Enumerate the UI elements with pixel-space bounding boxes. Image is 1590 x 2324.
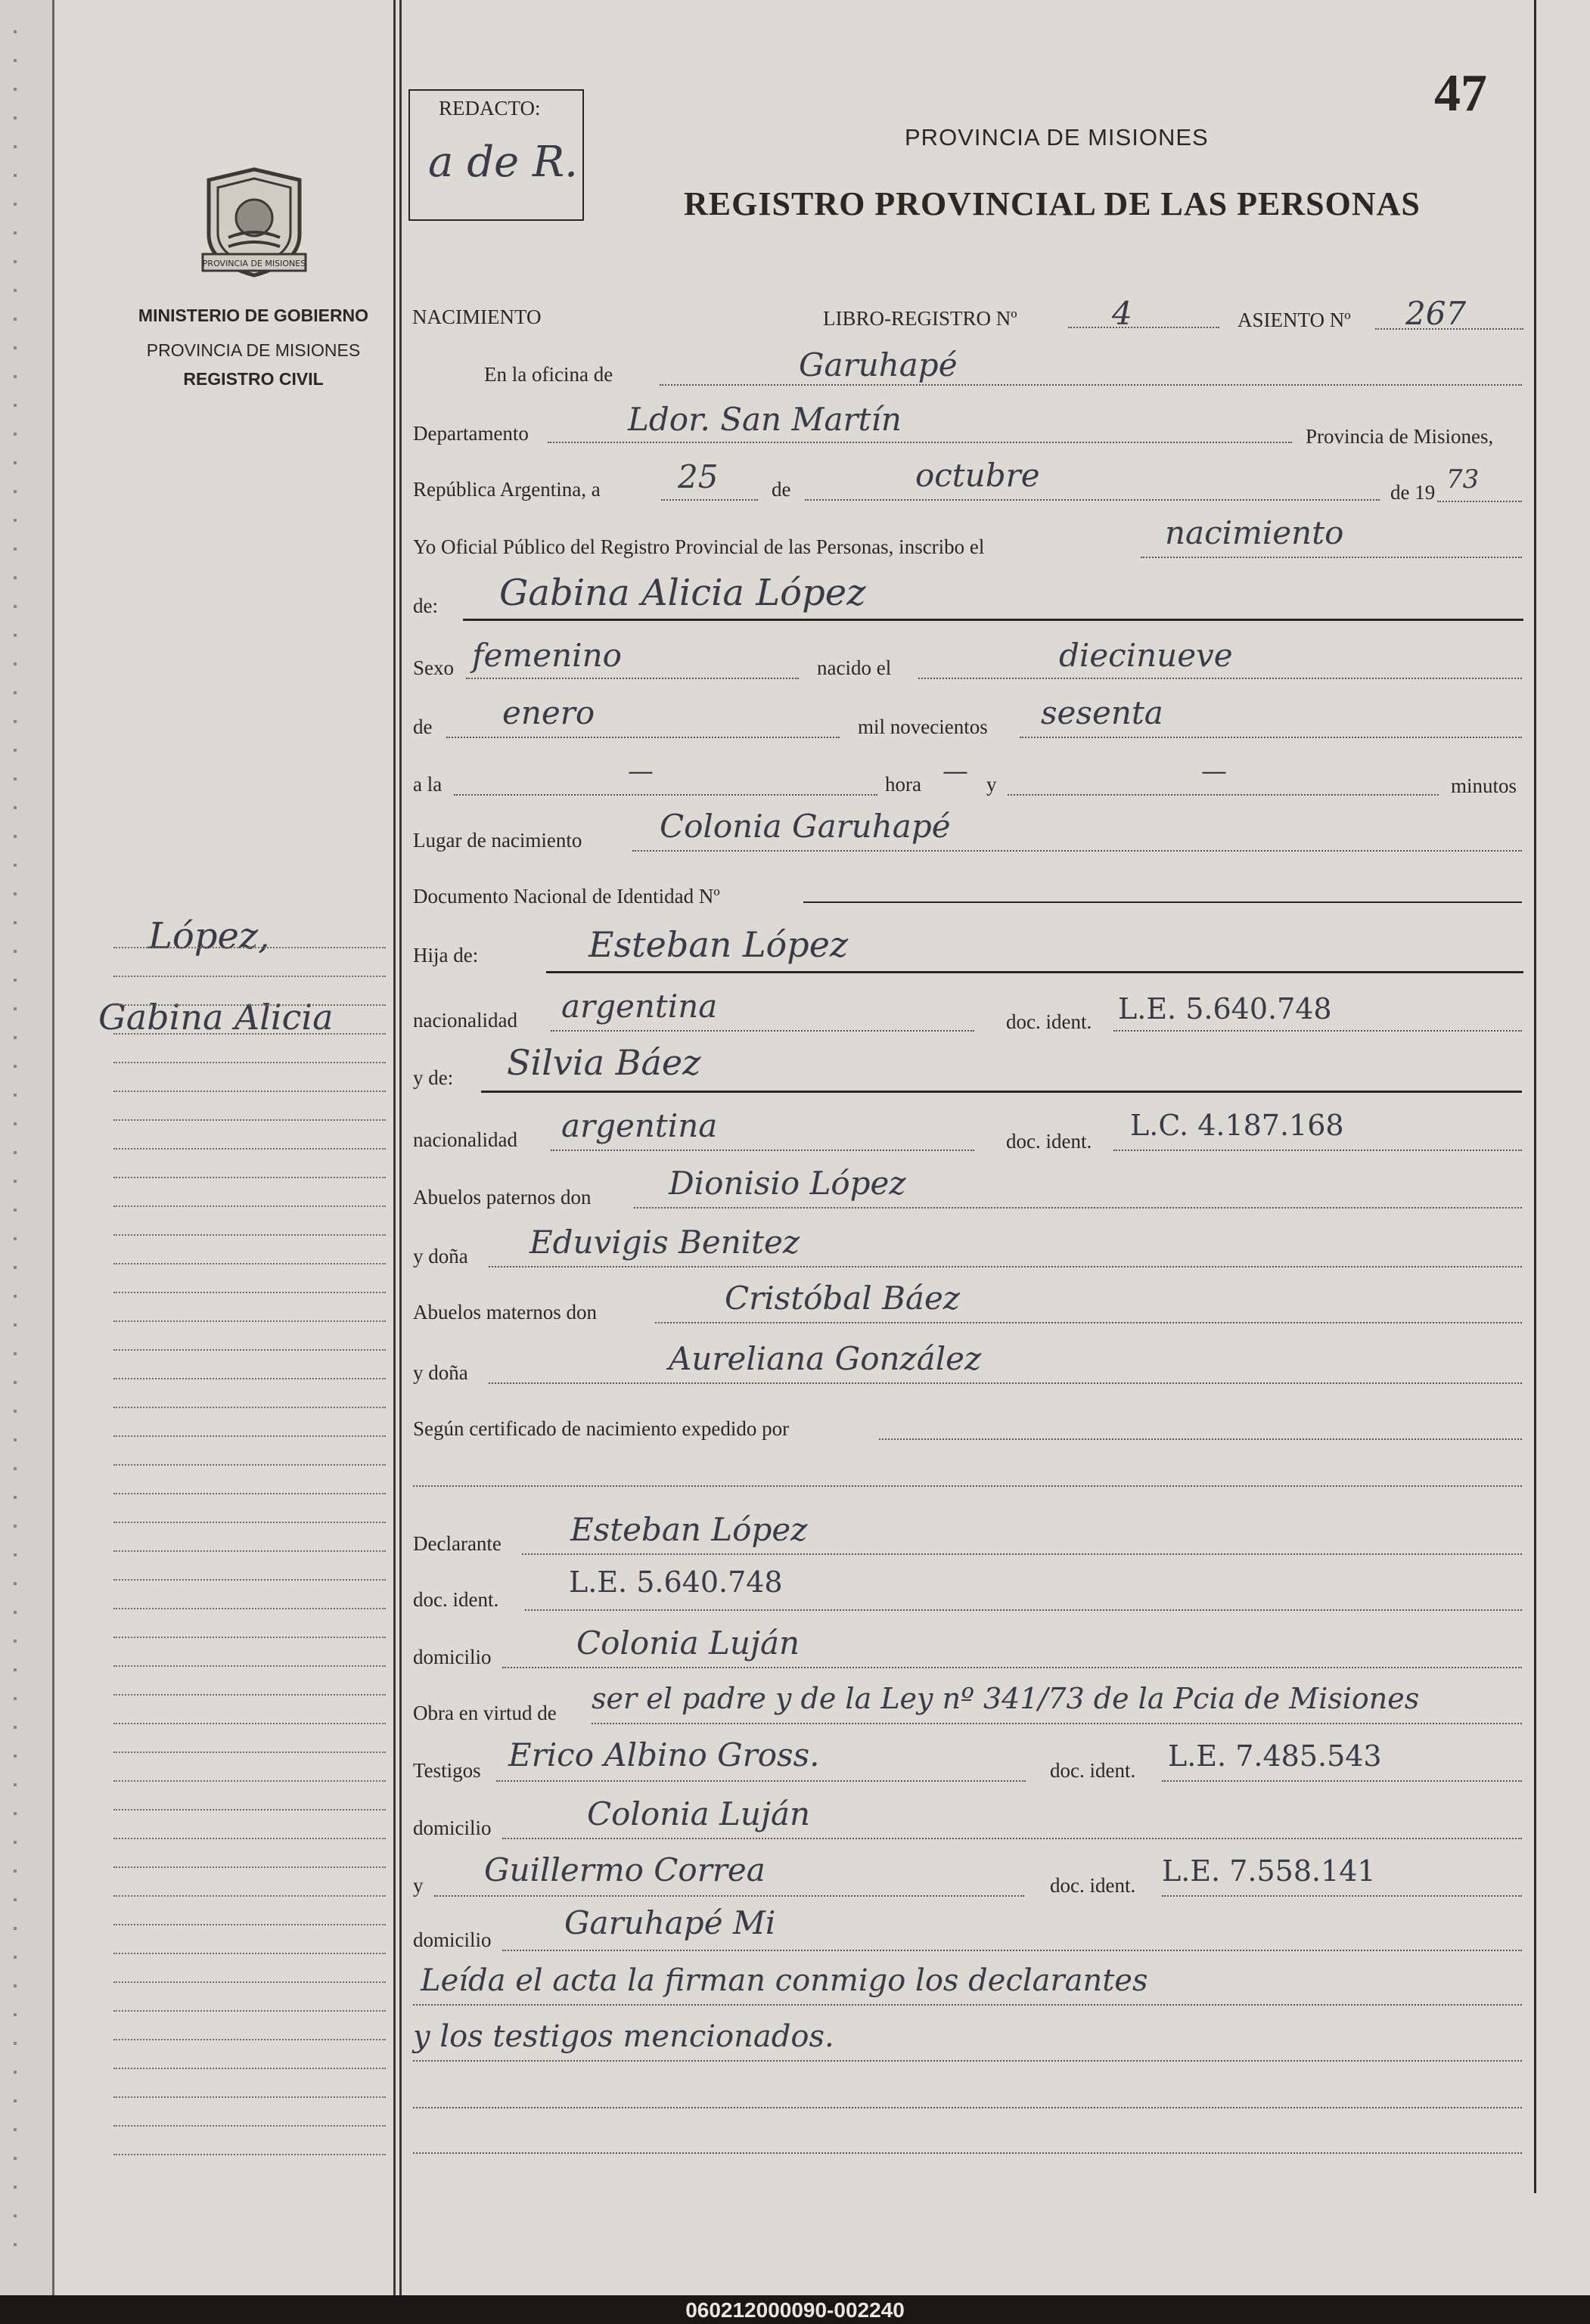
margin-rule xyxy=(113,1924,386,1925)
binding-dot xyxy=(14,88,17,91)
binding-dot xyxy=(14,1869,17,1873)
binding-dot xyxy=(14,1812,17,1815)
binding-dot xyxy=(14,2243,17,2246)
binding-dot xyxy=(14,1927,17,1930)
anio-nac-value: sesenta xyxy=(1041,694,1163,731)
binding-dot xyxy=(14,231,17,234)
testigo2-dom-label: domicilio xyxy=(413,1928,492,1951)
testigo2-y-label: y xyxy=(413,1874,424,1897)
anio-label: de 19 xyxy=(1390,481,1436,504)
oficina-label: En la oficina de xyxy=(484,363,613,386)
testigo2-doc-value: L.E. 7.558.141 xyxy=(1162,1854,1376,1888)
binding-dot xyxy=(14,1496,17,1499)
binding-dot xyxy=(14,576,17,579)
nacido-value: diecinueve xyxy=(1059,637,1233,674)
margin-rule xyxy=(113,1205,386,1207)
sexo-label: Sexo xyxy=(413,656,454,679)
nacido-label: nacido el xyxy=(817,656,892,679)
de2-label: de: xyxy=(413,594,438,617)
libro-value: 4 xyxy=(1112,295,1132,332)
binding-dot xyxy=(14,346,17,349)
margin-rule xyxy=(113,1608,386,1609)
margin-rule xyxy=(113,1234,386,1236)
binding-dot xyxy=(14,59,17,62)
ala-value: — xyxy=(628,756,654,787)
redacto-value: a de R. xyxy=(428,138,578,187)
binding-dot xyxy=(14,1956,17,1959)
margin-rule xyxy=(113,1579,386,1581)
binding-dot xyxy=(14,1697,17,1700)
libro-label: LIBRO-REGISTRO Nº xyxy=(823,307,1017,330)
margin-rule xyxy=(113,1378,386,1379)
binding-dot xyxy=(14,519,17,522)
margin-rule xyxy=(113,1522,386,1523)
binding-dot xyxy=(14,2186,17,2189)
dni-label: Documento Nacional de Identidad Nº xyxy=(413,885,720,908)
binding-dot xyxy=(14,404,17,407)
margin-rule xyxy=(113,1320,386,1322)
margin-rule xyxy=(113,1780,386,1782)
binding-dot xyxy=(14,662,17,666)
sexo-value: femenino xyxy=(472,637,622,674)
binding-dot xyxy=(14,749,17,752)
binding-dot xyxy=(14,174,17,177)
ministry-line2: PROVINCIA DE MISIONES xyxy=(146,340,361,360)
binding-dot xyxy=(14,30,17,33)
binding-dot xyxy=(14,921,17,924)
right-border xyxy=(1534,0,1536,2193)
abpat-value: Dionisio López xyxy=(669,1165,906,1202)
padre-doc-value: L.E. 5.640.748 xyxy=(1118,992,1332,1025)
testigo1-doc-label: doc. ident. xyxy=(1050,1759,1136,1782)
binding-dot xyxy=(14,2071,17,2074)
madre-doc-label: doc. ident. xyxy=(1006,1130,1092,1153)
binding-dot xyxy=(14,116,17,119)
margin-rule xyxy=(113,1407,386,1408)
binding-dot xyxy=(14,2042,17,2045)
margin-rule xyxy=(113,1148,386,1150)
binding-dot xyxy=(14,2128,17,2131)
declarante-value: Esteban López xyxy=(570,1511,808,1548)
ala-label: a la xyxy=(413,773,443,796)
footer-code: 060212000090-002240 xyxy=(685,2298,905,2322)
abmat-value: Cristóbal Báez xyxy=(725,1280,960,1317)
yo-label: Yo Oficial Público del Registro Provincial de las Personas, inscribo el xyxy=(413,535,985,558)
redacto-box xyxy=(408,89,584,221)
testigos-label: Testigos xyxy=(413,1759,481,1782)
binding-dot xyxy=(14,2013,17,2016)
minutos-label: minutos xyxy=(1451,774,1517,797)
binding-dot xyxy=(14,864,17,867)
margin-rule xyxy=(113,1033,386,1035)
margin-rule xyxy=(113,1493,386,1494)
obra-value: ser el padre y de la Ley nº 341/73 de la Pcia de Misiones xyxy=(592,1682,1420,1715)
decl-doc-value: L.E. 5.640.748 xyxy=(569,1565,783,1599)
margin-rule xyxy=(113,1349,386,1351)
binding-dot xyxy=(14,1438,17,1441)
testigo1-dom-label: domicilio xyxy=(413,1817,492,1839)
record-type: NACIMIENTO xyxy=(412,306,542,328)
binding-dot xyxy=(14,1611,17,1614)
testigo2-dom-value: Garuhapé Mi xyxy=(564,1904,776,1941)
margin-rule xyxy=(113,1953,386,1954)
margin-rule xyxy=(113,1119,386,1121)
binding-dot xyxy=(14,1180,17,1183)
binding-dot xyxy=(14,634,17,637)
padre-doc-label: doc. ident. xyxy=(1006,1010,1092,1033)
leida-line2: y los testigos mencionados. xyxy=(413,2019,834,2054)
padre-nac-label: nacionalidad xyxy=(413,1009,517,1032)
binding-dot xyxy=(14,777,17,780)
margin-rule xyxy=(113,1694,386,1696)
margin-given-names: Gabina Alicia xyxy=(98,997,334,1038)
binding-dot xyxy=(14,1237,17,1240)
madre-value: Silvia Báez xyxy=(507,1042,701,1083)
margin-rule xyxy=(113,1062,386,1063)
binding-dot xyxy=(14,1984,17,1987)
margin-rule xyxy=(113,1550,386,1552)
de-label: de xyxy=(772,478,791,501)
binding-dot xyxy=(14,1841,17,1844)
binding-dot xyxy=(14,1094,17,1097)
testigo1-doc-value: L.E. 7.485.543 xyxy=(1168,1739,1382,1773)
binding-dot xyxy=(14,720,17,723)
binding-dot xyxy=(14,1668,17,1671)
asiento-value: 267 xyxy=(1405,295,1467,332)
binding-strip xyxy=(0,0,54,2295)
testigo1-dom-value: Colonia Luján xyxy=(587,1795,811,1832)
binding-dot xyxy=(14,1410,17,1413)
margin-surname: López, xyxy=(148,915,270,957)
abmat-dona-value: Aureliana González xyxy=(669,1340,982,1377)
hija-label: Hija de: xyxy=(413,944,479,967)
binding-dot xyxy=(14,2157,17,2160)
hora-value: — xyxy=(943,756,968,787)
page-number: 47 xyxy=(1434,64,1487,123)
padre-nac-value: argentina xyxy=(561,988,718,1025)
binding-dot xyxy=(14,691,17,694)
mes-value: octubre xyxy=(915,457,1040,494)
departamento-label: Departamento xyxy=(413,422,529,445)
binding-dot xyxy=(14,1726,17,1729)
seal-text: PROVINCIA DE MISIONES xyxy=(202,259,306,268)
binding-dot xyxy=(14,1783,17,1786)
margin-rule xyxy=(113,2096,386,2098)
abpat-dona-label: y doña xyxy=(413,1245,468,1267)
margin-rule xyxy=(113,1177,386,1178)
dia-value: 25 xyxy=(678,458,719,495)
margin-rule xyxy=(113,1091,386,1092)
binding-dot xyxy=(14,835,17,838)
column-divider-inner xyxy=(399,0,402,2295)
binding-dot xyxy=(14,1151,17,1154)
asiento-label: ASIENTO Nº xyxy=(1238,309,1351,331)
binding-dot xyxy=(14,1065,17,1068)
binding-dot xyxy=(14,375,17,378)
binding-dot xyxy=(14,490,17,493)
binding-dot xyxy=(14,1209,17,1212)
testigo2-doc-label: doc. ident. xyxy=(1050,1874,1136,1897)
testigo2-value: Guillermo Correa xyxy=(484,1851,765,1888)
redacto-label: REDACTO: xyxy=(439,97,541,119)
provincial-seal xyxy=(198,165,310,278)
margin-rule xyxy=(113,2125,386,2127)
madre-nac-value: argentina xyxy=(561,1107,718,1144)
header-title: REGISTRO PROVINCIAL DE LAS PERSONAS xyxy=(684,185,1421,222)
binding-dot xyxy=(14,1352,17,1355)
margin-rule xyxy=(113,1637,386,1638)
mil-label: mil novecientos xyxy=(858,715,988,738)
margin-rule xyxy=(113,1838,386,1839)
obra-label: Obra en virtud de xyxy=(413,1702,557,1724)
binding-dot xyxy=(14,1467,17,1470)
margin-rule xyxy=(113,2068,386,2069)
decl-doc-label: doc. ident. xyxy=(413,1588,499,1611)
margin-rule xyxy=(113,1981,386,1983)
margin-rule xyxy=(113,1263,386,1264)
margin-rule xyxy=(113,2010,386,2012)
testigo1-value: Erico Albino Gross. xyxy=(508,1736,820,1773)
margin-rule xyxy=(113,1435,386,1437)
margin-rule xyxy=(113,2154,386,2155)
y-label: y xyxy=(986,773,997,796)
yde-label: y de: xyxy=(413,1066,454,1089)
binding-dot xyxy=(14,433,17,436)
binding-dot xyxy=(14,2099,17,2102)
margin-rule xyxy=(113,947,386,948)
binding-dot xyxy=(14,892,17,895)
lugar-label: Lugar de nacimiento xyxy=(413,829,582,852)
hora-label: hora xyxy=(885,773,921,796)
nombre-value: Gabina Alicia López xyxy=(499,572,866,614)
abmat-dona-label: y doña xyxy=(413,1361,468,1384)
margin-rule xyxy=(113,1895,386,1897)
binding-dot xyxy=(14,1122,17,1125)
header-province: PROVINCIA DE MISIONES xyxy=(905,124,1209,150)
margin-rule xyxy=(113,1866,386,1868)
abpat-label: Abuelos paternos don xyxy=(413,1186,592,1209)
margin-rule xyxy=(113,1665,386,1667)
binding-dot xyxy=(14,1266,17,1269)
lugar-value: Colonia Garuhapé xyxy=(660,808,951,845)
padre-value: Esteban López xyxy=(588,924,849,965)
abpat-dona-value: Eduvigis Benitez xyxy=(529,1224,800,1261)
binding-dot xyxy=(14,1640,17,1643)
minutos-value: — xyxy=(1201,756,1227,787)
margin-rule xyxy=(113,1292,386,1293)
margin-rule xyxy=(113,2039,386,2040)
binding-dot xyxy=(14,605,17,608)
binding-dot xyxy=(14,1898,17,1901)
column-divider xyxy=(393,0,396,2295)
declarante-label: Declarante xyxy=(413,1532,502,1555)
binding-dot xyxy=(14,1553,17,1556)
binding-dot xyxy=(14,1295,17,1298)
binding-dot xyxy=(14,806,17,809)
ministry-line1: MINISTERIO DE GOBIERNO xyxy=(138,306,369,325)
departamento-value: Ldor. San Martín xyxy=(628,401,902,438)
binding-dot xyxy=(14,1582,17,1585)
leida-line1: Leída el acta la firman conmigo los declarantes xyxy=(421,1963,1148,1998)
binding-dot xyxy=(14,260,17,263)
decl-dom-label: domicilio xyxy=(413,1646,492,1668)
binding-dot xyxy=(14,289,17,292)
madre-doc-value: L.C. 4.187.168 xyxy=(1130,1109,1344,1142)
binding-dot xyxy=(14,1323,17,1326)
binding-dot xyxy=(14,145,17,148)
abmat-label: Abuelos maternos don xyxy=(413,1301,597,1323)
binding-dot xyxy=(14,318,17,321)
decl-dom-value: Colonia Luján xyxy=(576,1624,800,1662)
binding-dot xyxy=(14,950,17,953)
oficina-value: Garuhapé xyxy=(799,346,958,383)
republica-label: República Argentina, a xyxy=(413,478,601,501)
binding-dot xyxy=(14,461,17,464)
madre-nac-label: nacionalidad xyxy=(413,1128,517,1151)
yo-value: nacimiento xyxy=(1165,514,1344,551)
binding-dot xyxy=(14,2214,17,2217)
binding-dot xyxy=(14,979,17,982)
de3-label: de xyxy=(413,715,433,738)
mes-nac-value: enero xyxy=(502,694,595,731)
anio-value: 73 xyxy=(1446,464,1480,495)
margin-rule xyxy=(113,976,386,977)
binding-dot xyxy=(14,203,17,206)
margin-rule xyxy=(113,1809,386,1810)
binding-dot xyxy=(14,1036,17,1039)
footer-bar xyxy=(0,2295,1590,2324)
binding-dot xyxy=(14,1007,17,1010)
margin-rule xyxy=(113,1752,386,1753)
ministry-line3: REGISTRO CIVIL xyxy=(183,369,324,389)
provincia-label: Provincia de Misiones, xyxy=(1306,425,1494,448)
binding-dot xyxy=(14,1755,17,1758)
binding-dot xyxy=(14,1525,17,1528)
binding-dot xyxy=(14,1381,17,1384)
margin-rule xyxy=(113,1464,386,1466)
margin-rule xyxy=(113,1723,386,1724)
segun-label: Según certificado de nacimiento expedido por xyxy=(413,1417,790,1440)
margin-rule xyxy=(113,1004,386,1006)
binding-dot xyxy=(14,548,17,551)
